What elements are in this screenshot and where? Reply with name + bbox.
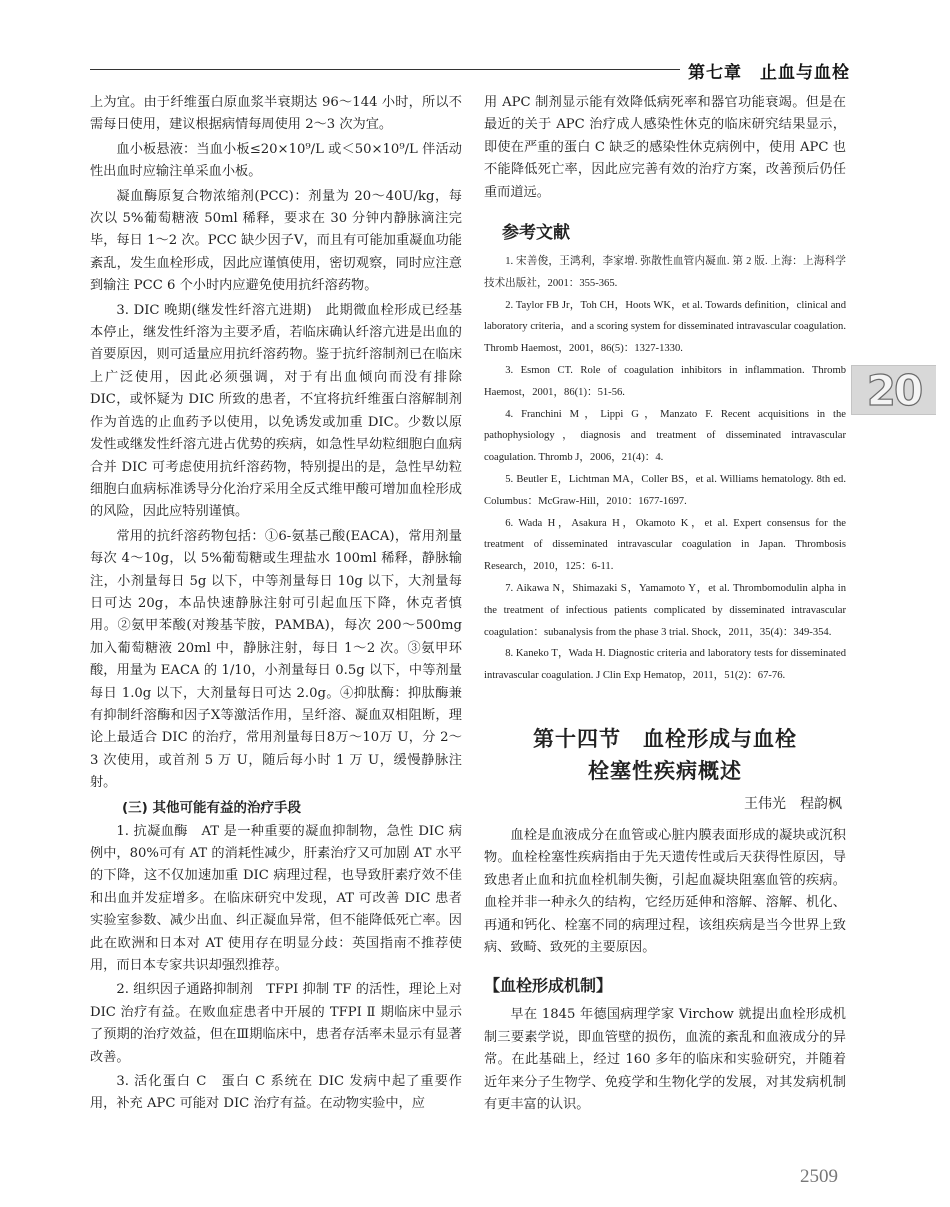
section-title: [484, 723, 846, 787]
chapter-tab: 20: [851, 365, 936, 415]
paragraph: 早在 1845 年德国病理学家 Virchow 就提出血栓形成机制三要素学说，即血管壁的损伤，血流的紊乱和血液成分的异常。在此基础上，经过 160 多年的临床和实验研究，并随着近年来分子生物学、免疫学和生物化学的发展，对其发病机制有更丰富的认识。: [484, 1007, 846, 1113]
mechanism-heading: 【血栓形成机制】: [484, 976, 613, 996]
paragraph: 上为宜。由于纤维蛋白原血浆半衰期达 96～144 小时，所以不需每日使用，建议根据病情每周使用 2～3 次为宜。: [90, 95, 462, 133]
reference-item: 8. Kaneko T，Wada H. Diagnostic criteria and laboratory tests for disseminated intravascular coagulation. J Clin Exp Hematop，2011，51(2)：67-76.: [484, 648, 846, 682]
references-heading: 参考文献: [502, 223, 570, 244]
reference-item: 1. 宋善俊，王鸿利，李家增. 弥散性血管内凝血. 第 2 版. 上海：上海科学技术出版社，2001：355-365.: [484, 256, 846, 289]
paragraph: 常用的抗纤溶药物包括：①6-氨基己酸(EACA)，常用剂量每次 4～10g，以 5%葡萄糖或生理盐水 100ml 稀释，静脉输注，小剂量每日 5g 以下，中等剂量每日 10g 以下，大剂量每日可达 20g，本品快速静脉注射可引起血压下降，休克者慎用。②氨甲苯酸(对羧基苄胺，PAMBA)，每次 200～500mg 加入葡萄糖液 20ml 中，静脉注射，每日 1～2 次。③氨甲环酸，用量为 EACA 的 1/10，小剂量每日 0.5g 以下，中等剂量每日 1.0g 以下，大剂量每日可达 2.0g。④抑肽酶：抑肽酶兼有抑制纤溶酶和因子Ⅹ等激活作用，呈纤溶、凝血双相阻断，理论上最适合 DIC 的治疗，常用剂量每日8万～10万 U，分 2～3 次使用，或首剂 5 万 U，随后每小时 1 万 U，缓慢静脉注射。: [90, 528, 462, 791]
sub-heading: (三) 其他可能有益的治疗手段: [122, 799, 302, 816]
paragraph: 血栓是血液成分在血管或心脏内膜表面形成的凝块或沉积物。血栓栓塞性疾病指由于先天遗传性或后天获得性原因，导致患者止血和抗血栓机制失衡，引起血凝块阻塞血管的疾病。血栓并非一种永久的结构，它经历延伸和溶解、溶解、机化、再通和钙化、栓塞不同的病理过程，该组疾病是当今世界上致病、致畸、致死的主要原因。: [484, 827, 846, 955]
reference-item: 3. Esmon CT. Role of coagulation inhibitors in inflammation. Thromb Haemost，2001，86(1)：51-56.: [484, 365, 846, 398]
authors: 王伟光 程韵枫: [744, 795, 842, 812]
reference-item: 2. Taylor FB Jr，Toh CH，Hoots WK，et al. Towards definition，clinical and laboratory criteria，and a scoring system for disseminated intravascular coagulation. Thromb Haemost，2001，86(5)：1327-1330.: [484, 299, 846, 355]
paragraph: 用 APC 制剂显示能有效降低病死率和器官功能衰竭。但是在最近的关于 APC 治疗成人感染性休克的临床研究结果显示，即使在严重的蛋白 C 缺乏的感染性休克病例中，使用 APC 也不能降低死亡率，因此应完善有效的治疗方案，改善预后仍任重而道远。: [484, 95, 846, 200]
header-rule: [90, 69, 680, 70]
reference-list: [484, 251, 846, 687]
section-title-line: 第十四节 血栓形成与血栓: [533, 725, 797, 751]
paragraph: 凝血酶原复合物浓缩剂(PCC)：剂量为 20～40U/kg，每次以 5%葡萄糖液 50ml 稀释，要求在 30 分钟内静脉滴注完毕，每日 1～2 次。PCC 缺少因子Ⅴ，而且有可能加重凝血功能紊乱，发生血栓形成，因此应谨慎使用，密切观察，同时应注意到输注 PCC 6 个小时内应避免使用抗纤溶药物。: [90, 188, 462, 294]
right-column: [484, 92, 846, 1118]
paragraph: 1. 抗凝血酶 AT 是一种重要的凝血抑制物，急性 DIC 病例中，80%可有 AT 的消耗性减少，肝素治疗又可加剧 AT 水平的下降，这不仅加速加重 DIC 病理过程，也导致肝素疗效不佳和出血并发症增多。在临床研究中发现，AT 可改善 DIC 患者实验室参数、减少出血、纠正凝血异常，但不能降低死亡率。因此在欧洲和日本对 AT 使用存在明显分歧：英国指南不推荐使用，而日本专家共识却强烈推荐。: [90, 823, 462, 974]
reference-item: 4. Franchini M，Lippi G，Manzato F. Recent acquisitions in the pathophysiology，diagnosis and treatment of disseminated intravascular coagulation. Thromb J，2006，21(4)：4.: [484, 408, 846, 464]
page-number: 2509: [800, 1166, 838, 1187]
running-header: 第七章 止血与血栓: [688, 63, 850, 83]
section-title-line: 栓塞性疾病概述: [588, 757, 742, 783]
reference-item: 5. Beutler E，Lichtman MA，Coller BS，et al. Williams hematology. 8th ed. Columbus：McGraw-Hill，2010：1677-1697.: [484, 474, 846, 507]
reference-item: 6. Wada H，Asakura H，Okamoto K，et al. Expert consensus for the treatment of disseminated intravascular coagulation in Japan. Thrombosis Research，2010，125：6-11.: [484, 517, 846, 573]
paragraph: 2. 组织因子通路抑制剂 TFPI 抑制 TF 的活性，理论上对 DIC 治疗有益。在败血症患者中开展的 TFPI Ⅱ 期临床中显示了预期的治疗效益，但在Ⅲ期临床中，患者存活率未显示有显著改善。: [90, 982, 462, 1065]
paragraph: 3. DIC 晚期(继发性纤溶亢进期) 此期微血栓形成已经基本停止，继发性纤溶为主要矛盾，若临床确认纤溶亢进是出血的首要原因，则可适量应用抗纤溶药物。鉴于抗纤溶制剂已在临床上广泛使用，因此必须强调，对于有出血倾向而没有排除 DIC，或怀疑为 DIC 所致的患者，不宜将抗纤维蛋白溶解制剂作为首选的止血药予以使用，以免诱发或加重 DIC。少数以原发性或继发性纤溶亢进占优势的疾病，如急性早幼粒细胞白血病合并 DIC 可考虑使用抗纤溶药物，特别提出的是，急性早幼粒细胞白血病标准诱导分化治疗采用全反式维甲酸可增加血栓形成的风险，因此应特别谨慎。: [90, 302, 462, 520]
reference-item: 7. Aikawa N，Shimazaki S，Yamamoto Y，et al. Thrombomodulin alpha in the treatment of infectious patients complicated by disseminated intravascular coagulation：subanalysis from the phase 3 trial. Shock，2011，35(4)：349-354.: [484, 582, 846, 638]
paragraph: 3. 活化蛋白 C 蛋白 C 系统在 DIC 发病中起了重要作用，补充 APC 可能对 DIC 治疗有益。在动物实验中，应: [90, 1074, 462, 1112]
paragraph: 血小板悬液：当血小板≤20×10⁹/L 或＜50×10⁹/L 伴活动性出血时应输注单采血小板。: [90, 141, 462, 180]
left-column: [90, 92, 462, 1118]
